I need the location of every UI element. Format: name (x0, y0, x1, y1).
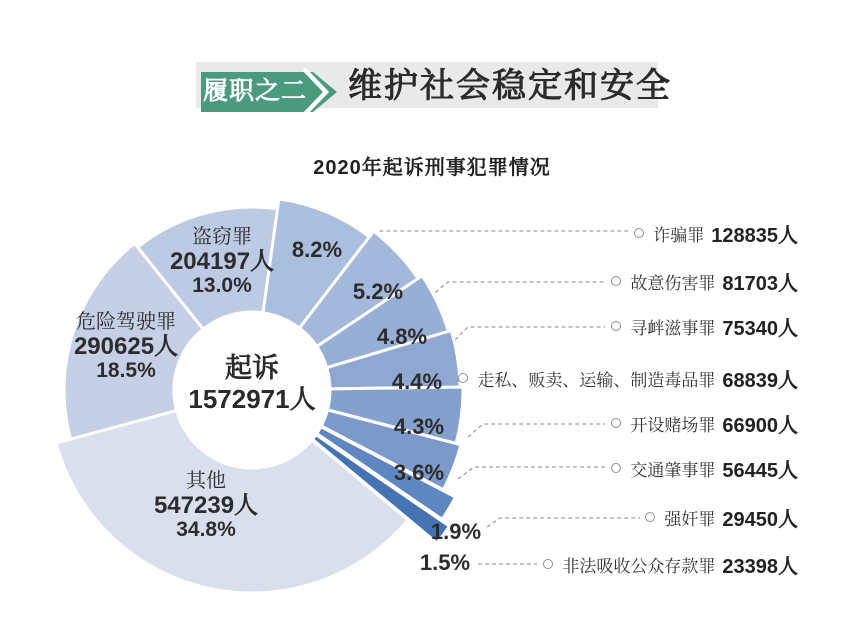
callout-crime-label: 开设赌场罪 (630, 415, 716, 435)
donut-center-word: 起诉 (224, 353, 279, 383)
callout-row (458, 364, 798, 392)
callout-crime-label: 诈骗罪 (653, 225, 705, 245)
callout-dot-icon (634, 228, 644, 238)
callout-line (487, 518, 640, 527)
callout-row (543, 550, 798, 578)
wedge-label-block (170, 226, 274, 298)
callout-crime-label: 寻衅滋事罪 (630, 318, 716, 338)
callout-dot-icon (611, 463, 621, 473)
callout-dot-icon (611, 418, 621, 428)
segment-pct-label: 8.2% (291, 237, 343, 262)
segment-pct-label: 4.8% (376, 324, 428, 349)
callout-count: 56445人 (722, 459, 798, 482)
wedge-count: 204197人 (169, 248, 275, 275)
callout-crime-label: 交通肇事罪 (630, 460, 716, 480)
callout-crime-label: 故意伤害罪 (630, 273, 716, 293)
chart-title: 2020年起诉刑事犯罪情况 (313, 157, 551, 179)
callout-dot-icon (611, 321, 621, 331)
callout-count: 23398人 (722, 555, 798, 578)
callout-count: 68839人 (722, 369, 798, 392)
callout-line (468, 424, 605, 437)
callout-crime-label: 强奸罪 (664, 509, 716, 529)
callout-count: 66900人 (722, 414, 798, 437)
callout-count: 128835人 (711, 224, 798, 247)
callout-line (362, 231, 628, 243)
callout-row (634, 219, 798, 247)
wedge-pct: 13.0% (192, 274, 252, 297)
callout-row (645, 503, 798, 531)
segment-pct-label: 5.2% (352, 279, 404, 304)
callout-dot-icon (645, 512, 655, 522)
segment-pct-label: 3.6% (393, 460, 445, 485)
wedge-count: 547239人 (153, 492, 259, 519)
segment-pct-label: 4.3% (393, 414, 445, 439)
wedge-pct: 18.5% (96, 359, 156, 382)
wedge-pct: 34.8% (176, 518, 236, 541)
callout-dot-icon (543, 559, 553, 569)
wedge-crime-label: 盗窃罪 (192, 226, 252, 248)
callout-count: 29450人 (722, 508, 798, 531)
page-title: 维护社会稳定和安全 (348, 67, 672, 105)
wedge-crime-label: 其他 (186, 470, 226, 492)
segment-pct-label: 1.5% (419, 550, 471, 575)
callout-count: 75340人 (722, 317, 798, 340)
callout-dot-icon (458, 373, 468, 383)
donut-center-total: 1572971人 (188, 384, 316, 414)
callout-line (450, 327, 605, 345)
donut-center-label (188, 353, 315, 415)
wedge-count: 290625人 (73, 333, 179, 360)
segment-pct-label: 4.4% (391, 369, 443, 394)
segment-pct-label: 1.9% (430, 519, 482, 544)
callout-row (611, 312, 798, 340)
wedge-label-block (74, 311, 178, 383)
callout-count: 81703人 (722, 272, 798, 295)
header-strip (196, 62, 672, 108)
callout-row (611, 267, 798, 295)
callout-dot-icon (611, 276, 621, 286)
wedge-crime-label: 危险驾驶罪 (76, 311, 176, 333)
callout-line (458, 467, 605, 479)
badge-label: 履职之二 (202, 77, 307, 105)
callout-row (611, 454, 798, 482)
callout-crime-label: 非法吸收公众存款罪 (562, 556, 716, 576)
callout-row (611, 409, 798, 437)
callout-line (430, 282, 605, 297)
callout-crime-label: 走私、贩卖、运输、制造毒品罪 (477, 370, 716, 390)
wedge-label-block (154, 470, 258, 542)
